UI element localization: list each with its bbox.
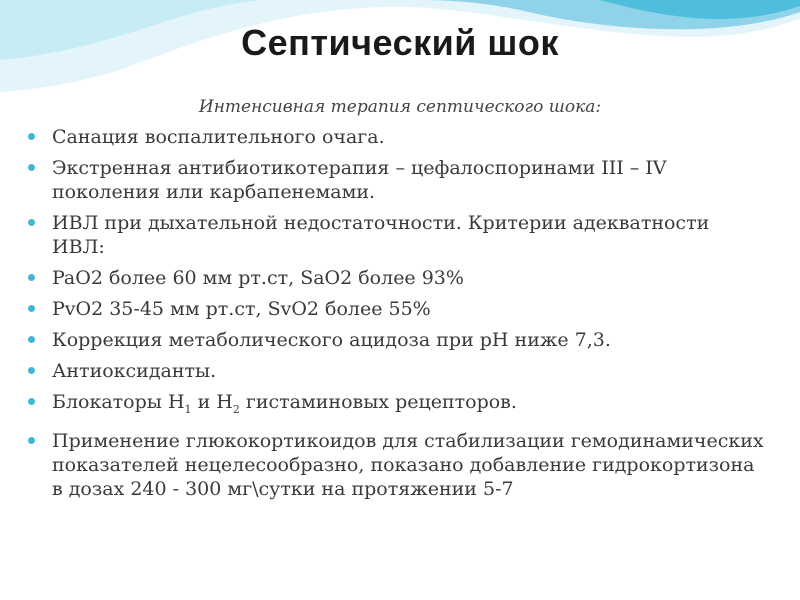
bullet-icon [28,274,35,281]
slide-subtitle: Интенсивная терапия септического шока: [198,97,602,117]
bullet-icon [28,219,35,226]
bullet-icon [28,164,35,171]
bullet-text: Антиоксиданты. [52,360,217,382]
subscript-2: 2 [232,402,240,416]
bullet-icon [28,133,35,140]
bullet-text: Применение глюкокортикоидов для стабилизации гемодинамических показателей нецелесообразно, показано добавление гидрокортизона в дозах 240 - 300 мг\сутки на протяжении 5-7 [52,429,764,500]
bullet-text: Коррекция метаболического ацидоза при pH ниже 7,3. [52,329,611,351]
bullet-text: PvO2 35-45 мм рт.ст, SvO2 более 55% [52,298,431,320]
list-item [28,390,768,422]
bullet-list [28,125,768,508]
list-item [28,297,768,321]
list-item [28,328,768,352]
bullet-text: PaO2 более 60 мм рт.ст, SaO2 более 93% [52,267,464,289]
list-item [28,125,768,149]
subscript-1: 1 [184,402,192,416]
bullet-icon [28,367,35,374]
list-item [28,359,768,383]
list-item [28,429,768,501]
bullet-text-mid: и Н [191,391,233,413]
bullet-text-before: Блокаторы Н [52,391,185,413]
bullet-text: Санация воспалительного очага. [52,126,385,148]
list-item [28,266,768,290]
list-item [28,156,768,204]
bullet-text: Экстренная антибиотикотерапия – цефалоспоринами III – IV поколения или карбапенемами. [52,157,667,203]
list-item [28,211,768,259]
slide-title: Септический шок [241,22,559,63]
bullet-icon [28,305,35,312]
bullet-icon [28,336,35,343]
bullet-text-after: гистаминовых рецепторов. [239,391,517,413]
bullet-icon [28,398,35,405]
bullet-text: ИВЛ при дыхательной недостаточности. Критерии адекватности ИВЛ: [52,212,710,258]
bullet-icon [28,437,35,444]
